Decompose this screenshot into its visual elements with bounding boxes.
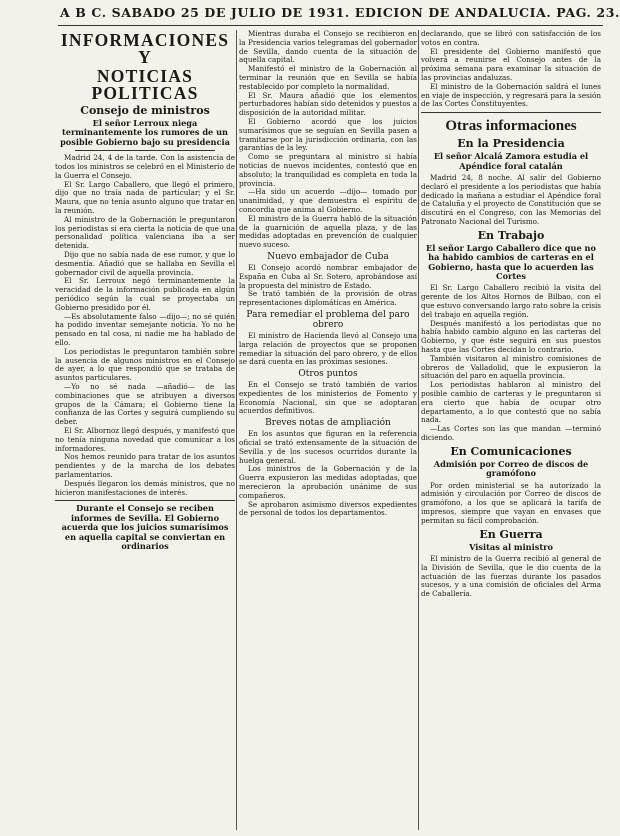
article-lead-sevilla: Durante el Consejo se reciben informes de Sevilla. El Gobierno acuerda que los juicios sumarísimos en aquella capital se conviertan en ordinarios bbox=[61, 503, 229, 551]
paragraph: Como se preguntara al ministro si había noticias de nuevos incidentes, contestó que en absoluto; la tranquilidad es completa en toda la provincia. bbox=[239, 152, 417, 188]
paragraph: —Es absolutamente falso —dijo—; no sé quién ha podido inventar semejante noticia. Yo no he pensado en tal cosa, ni nadie me ha hablado de ello. bbox=[55, 311, 235, 347]
paragraph: El presidente del Gobierno manifestó que volverá a reunirse el Consejo antes de la próxima semana para examinar la situación de las provincias andaluzas. bbox=[421, 46, 601, 82]
paragraph: declarando, que se libró con satisfacción de los votos en contra. bbox=[421, 30, 601, 47]
divider bbox=[421, 112, 601, 113]
paragraph: Nos hemos reunido para tratar de los asuntos pendientes y de la marcha de los debates parlamentarios. bbox=[55, 452, 235, 479]
page-title-line-2: NOTICIAS POLITICAS bbox=[91, 66, 199, 103]
section-heading-consejo: Consejo de ministros bbox=[80, 104, 210, 117]
subsection-presidencia: En la Presidencia bbox=[457, 137, 565, 151]
paragraph: El Gobierno acordó que los juicios sumarísimos que se seguían en Sevilla pasen a tramitarse por la jurisdicción ordinaria, con las garantías de la ley. bbox=[239, 116, 417, 153]
divider bbox=[55, 500, 235, 501]
paragraph: Se trató también de la provisión de otras representaciones diplomáticas en América. bbox=[239, 289, 417, 308]
article-lead-guerra: Visitas al ministro bbox=[469, 541, 553, 552]
paragraph: Los periodistas hablaron al ministro del posible cambio de carteras y le preguntaron si era cierto que había de ocupar otro departamento, a lo que contestó que no sabía nada. bbox=[421, 380, 601, 425]
paragraph: El Consejo acordó nombrar embajador de España en Cuba al Sr. Sotero, aprobándose así la propuesta del ministro de Estado. bbox=[239, 262, 417, 290]
column-divider bbox=[418, 30, 419, 830]
masthead-rule bbox=[58, 25, 603, 26]
subsection-guerra: En Guerra bbox=[479, 527, 543, 541]
paragraph: El Sr. Largo Caballero, que llegó el primero, dijo que no traía nada de particular; y el Sr. Maura, que no tenía asunto alguno que tratar en la reunión. bbox=[55, 179, 235, 215]
paragraph: Después llegaron los demás ministros, que no hicieron manifestaciones de interés. bbox=[55, 478, 235, 497]
paragraph: Al ministro de la Gobernación le preguntaron los periodistas si era cierta la noticia de que una personalidad política valenciana iba a ser detenida. bbox=[55, 214, 235, 251]
article-lead-presidencia: El señor Alcalá Zamora estudia el Apéndice foral catalán bbox=[433, 151, 589, 171]
article-lead: El señor Lerroux niega terminantemente los rumores de un posible Gobierno bajo su presidencia bbox=[60, 118, 230, 147]
paragraph: Madrid 24, 4 de la tarde. Con la asistencia de todos los ministros se celebró en el Ministerio de la Guerra el Consejo. bbox=[55, 153, 235, 180]
paragraph: Los ministros de la Gobernación y de la Guerra expusieron las medidas adoptadas, que merecieron la aprobación unánime de sus compañeros. bbox=[239, 464, 417, 500]
paragraph: Dijo que no sabía nada de ese rumor, y que lo desmentía. Añadió que se hallaba en Sevilla el gobernador civil de aquella provincia. bbox=[55, 249, 235, 277]
subheading-otros-puntos: Otros puntos bbox=[298, 369, 358, 380]
paragraph: El ministro de la Guerra recibió al general de la División de Sevilla, que le dio cuenta de la actuación de las fuerzas durante los pasados sucesos, y a una comisión de oficiales del Arma de Caballería. bbox=[421, 553, 601, 599]
divider bbox=[75, 150, 215, 151]
paragraph: También visitaron al ministro comisiones de obreros de Valladolid, que le expusieron la situación del paro en aquella provincia. bbox=[421, 353, 601, 381]
paragraph: El ministro de Hacienda llevó al Consejo una larga relación de proyectos que se proponen remediar la situación del paro obrero, y de ellos se dará cuenta en las próximas sesiones. bbox=[239, 330, 417, 367]
paragraph: Manifestó el ministro de la Gobernación al terminar la reunión que en Sevilla se había restablecido por completo la normalidad. bbox=[239, 64, 417, 91]
column-1 bbox=[55, 30, 235, 830]
subheading-breves-notas: Breves notas de ampliación bbox=[265, 418, 391, 429]
paragraph: Después manifestó a los periodistas que no había habido cambio alguno en las carteras del Gobierno, y que éste seguirá en sus puestos hasta que las Cortes decidan lo contrario. bbox=[421, 318, 601, 354]
section-heading-otras: Otras informaciones bbox=[445, 118, 577, 135]
column-divider bbox=[236, 30, 237, 830]
subheading-paro: Para remediar el problema del paro obrero bbox=[246, 309, 410, 330]
paragraph: El ministro de la Gobernación saldrá el lunes en viaje de inspección, y regresará para la sesión de las Cortes Constituyentes. bbox=[421, 81, 601, 109]
paragraph: Mientras duraba el Consejo se recibieron en la Presidencia varios telegramas del gobernador de Sevilla, dando cuenta de la situación de aquella capital. bbox=[239, 30, 417, 65]
paragraph: El Sr. Maura añadió que los elementos perturbadores habían sido detenidos y puestos a disposición de la autoridad militar. bbox=[239, 90, 417, 118]
paragraph: En el Consejo se trató también de varios expedientes de los ministerios de Fomento y Economía Nacional, sin que se adoptaran acuerdos definitivos. bbox=[239, 380, 417, 416]
paragraph: Por orden ministerial se ha autorizado la admisión y circulación por Correo de discos de gramófono, a los que se aplicará la tarifa de impresos, siempre que vayan en envases que permitan su fácil comprobación. bbox=[421, 480, 601, 525]
subsection-comunicaciones: En Comunicaciones bbox=[450, 444, 572, 458]
paragraph: El Sr. Largo Caballero recibió la visita del gerente de los Altos Hornos de Bilbao, con el que estuvo conversando largo rato sobre la crisis del trabajo en aquella región. bbox=[421, 283, 601, 319]
paragraph: El ministro de la Guerra habló de la situación de la guarnición de aquella plaza, y de las medidas adoptadas en prevención de cualquier nuevo suceso. bbox=[239, 213, 417, 250]
subsection-trabajo: En Trabajo bbox=[477, 228, 545, 242]
paragraph: El Sr. Albornoz llegó después, y manifestó que no tenía ninguna novedad que comunicar a los informadores. bbox=[55, 425, 235, 453]
paragraph: Madrid 24, 8 noche. Al salir del Gobierno declaró el presidente a los periodistas que había dedicado la mañana a estudiar el Apéndice foral de Cataluña y el proyecto de Constitución que se discutirá en el Congreso, con las Memorias del Patronato Nacional del Turismo. bbox=[421, 172, 601, 226]
paragraph: Los periodistas le preguntaron también sobre la ausencia de algunos ministros en el Consejo de ayer, a lo que respondió que se trataba de asuntos particulares. bbox=[55, 346, 235, 383]
paragraph: —Las Cortes son las que mandan —terminó diciendo. bbox=[421, 424, 601, 442]
column-3 bbox=[421, 30, 601, 830]
article-lead-comunicaciones: Admisión por Correo de discos de gramófono bbox=[433, 458, 589, 479]
paragraph: Se aprobaron asimismo diversos expedientes de personal de todos los departamentos. bbox=[239, 499, 417, 518]
subheading-embajador: Nuevo embajador de Cuba bbox=[267, 251, 389, 262]
paragraph: —Yo no sé nada —añadió— de las combinaciones que se atribuyen a diversos grupos de la Cámara; el Gobierno tiene la confianza de las Cortes y seguirá cumpliendo su deber. bbox=[55, 381, 235, 427]
paragraph: En los asuntos que figuran en la referencia oficial se trató extensamente de la situación de Sevilla y de los sucesos ocurridos durante la huelga general. bbox=[239, 429, 417, 465]
masthead: A B C. SABADO 25 DE JULIO DE 1931. EDICION DE ANDALUCIA. PAG. 23. bbox=[60, 5, 620, 20]
page-title-line-1: INFORMACIONES Y bbox=[60, 30, 230, 67]
paragraph: El Sr. Lerroux negó terminantemente la veracidad de la información publicada en algún periódico según la cual se proyectaba un Gobierno presidido por él. bbox=[55, 276, 235, 312]
paragraph: —Ha sido un acuerdo —dijo— tomado por unanimidad, y que demuestra el espíritu de concordia que anima al Gobierno. bbox=[239, 187, 417, 214]
column-2 bbox=[239, 30, 417, 830]
article-lead-trabajo: El señor Largo Caballero dice que no ha habido cambios de carteras en el Gobierno, hasta que lo acuerden las Cortes bbox=[426, 242, 596, 281]
